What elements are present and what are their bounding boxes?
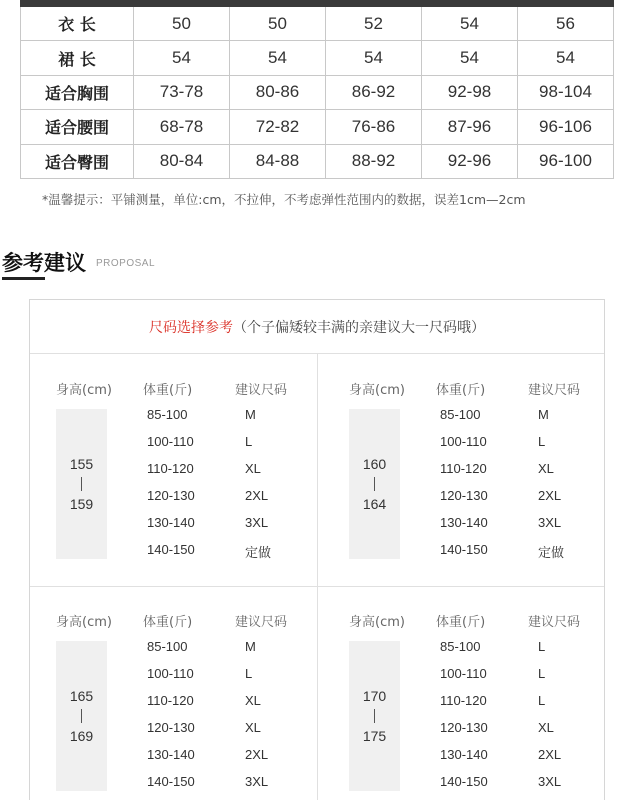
- height-to: 175: [362, 728, 387, 744]
- weight-value: 110-120: [147, 693, 194, 708]
- list-item: [323, 515, 611, 542]
- size-value: L: [538, 434, 546, 449]
- size-value: L: [538, 666, 546, 681]
- weight-value: 120-130: [440, 488, 488, 503]
- weight-value: 120-130: [147, 488, 195, 503]
- size-value: 定做: [538, 545, 565, 560]
- height-from: 170: [362, 688, 387, 704]
- list-item: [323, 666, 611, 693]
- col-height-header: 身高(cm): [56, 615, 112, 630]
- weight-value: 140-150: [147, 774, 195, 789]
- size-value: L: [538, 693, 546, 708]
- size-value: XL: [245, 693, 261, 708]
- size-value: M: [245, 407, 256, 422]
- height-to: 169: [69, 728, 94, 744]
- height-group: [323, 587, 611, 800]
- col-weight-header: 体重(斤): [436, 615, 486, 630]
- weight-value: 100-110: [440, 666, 487, 681]
- col-weight-header: 体重(斤): [143, 383, 193, 398]
- table-cell: 96-106: [518, 110, 614, 144]
- table-cell: 96-100: [518, 144, 614, 178]
- table-cell: 80-86: [230, 75, 326, 109]
- table-cell: 92-98: [422, 75, 518, 109]
- table-cell: 56: [518, 7, 614, 41]
- section-underline: [2, 277, 45, 280]
- row-label: 衣 长: [21, 7, 134, 41]
- weight-value: 100-110: [147, 666, 194, 681]
- list-item: [30, 666, 318, 693]
- table-cell: 98-104: [518, 75, 614, 109]
- height-from: 155: [69, 456, 94, 472]
- table-cell: 80-84: [134, 144, 230, 178]
- proposal-header-highlight: 尺码选择参考: [149, 319, 233, 336]
- height-from: 160: [362, 456, 387, 472]
- col-weight-header: 体重(斤): [143, 615, 193, 630]
- height-group: [30, 355, 318, 587]
- weight-value: 130-140: [147, 515, 195, 530]
- list-item: [30, 488, 318, 515]
- table-cell: 54: [422, 7, 518, 41]
- list-item: [30, 434, 318, 461]
- size-value: 2XL: [245, 747, 269, 762]
- size-value: L: [245, 666, 253, 681]
- proposal-header-text: （个子偏矮较丰满的亲建议大一尺码哦）: [233, 319, 485, 336]
- table-cell: 88-92: [326, 144, 422, 178]
- size-value: M: [245, 639, 256, 654]
- table-row: [21, 144, 614, 178]
- size-value: M: [538, 407, 549, 422]
- col-height-header: 身高(cm): [56, 383, 112, 398]
- weight-value: 85-100: [147, 639, 188, 654]
- table-cell: 72-82: [230, 110, 326, 144]
- list-item: [30, 461, 318, 488]
- table-cell: 54: [134, 41, 230, 75]
- size-value: L: [245, 434, 253, 449]
- table-cell: 84-88: [230, 144, 326, 178]
- weight-value: 140-150: [440, 774, 488, 789]
- list-item: [30, 774, 318, 800]
- table-cell: 54: [326, 41, 422, 75]
- weight-value: 130-140: [440, 515, 488, 530]
- table-row: [21, 110, 614, 144]
- col-height-header: 身高(cm): [349, 383, 405, 398]
- list-item: [323, 488, 611, 515]
- weight-value: 100-110: [440, 434, 487, 449]
- row-label: 适合胸围: [21, 75, 134, 109]
- size-value: 3XL: [245, 515, 269, 530]
- table-cell: 92-96: [422, 144, 518, 178]
- table-cell: 68-78: [134, 110, 230, 144]
- weight-value: 100-110: [147, 434, 194, 449]
- list-item: [323, 639, 611, 666]
- table-cell: 54: [422, 41, 518, 75]
- weight-value: 130-140: [440, 747, 488, 762]
- table-cell: 50: [134, 7, 230, 41]
- table-cell: 73-78: [134, 75, 230, 109]
- section-title: 参考建议: [2, 251, 86, 275]
- weight-value: 85-100: [440, 639, 481, 654]
- table-row: [21, 41, 614, 75]
- weight-value: 110-120: [440, 461, 487, 476]
- weight-value: 130-140: [147, 747, 195, 762]
- weight-value: 85-100: [440, 407, 481, 422]
- row-label: 适合臀围: [21, 144, 134, 178]
- size-value: 2XL: [538, 747, 562, 762]
- list-item: [323, 434, 611, 461]
- weight-value: 120-130: [440, 720, 488, 735]
- col-size-header: 建议尺码: [235, 383, 288, 398]
- list-item: [30, 515, 318, 542]
- table-cell: 54: [230, 41, 326, 75]
- height-from: 165: [69, 688, 94, 704]
- height-group: [323, 355, 611, 587]
- size-value: 3XL: [538, 774, 562, 789]
- table-row: [21, 75, 614, 109]
- table-cell: 52: [326, 7, 422, 41]
- measurement-note: *温馨提示：平铺测量，单位:cm，不拉伸，不考虑弹性范围内的数据，误差1cm—2cm: [42, 192, 526, 207]
- weight-value: 120-130: [147, 720, 195, 735]
- height-to: 159: [69, 496, 94, 512]
- height-to: 164: [362, 496, 387, 512]
- size-table: [20, 0, 614, 179]
- list-item: [323, 542, 611, 569]
- table-cell: 76-86: [326, 110, 422, 144]
- weight-value: 140-150: [147, 542, 195, 557]
- height-group: [30, 587, 318, 800]
- size-value: L: [538, 639, 546, 654]
- col-height-header: 身高(cm): [349, 615, 405, 630]
- weight-value: 140-150: [440, 542, 488, 557]
- col-size-header: 建议尺码: [235, 615, 288, 630]
- col-size-header: 建议尺码: [528, 383, 581, 398]
- size-value: 3XL: [538, 515, 562, 530]
- size-value: 2XL: [538, 488, 562, 503]
- col-size-header: 建议尺码: [528, 615, 581, 630]
- table-cell: 54: [518, 41, 614, 75]
- size-value: XL: [245, 720, 261, 735]
- weight-value: 110-120: [440, 693, 487, 708]
- list-item: [323, 747, 611, 774]
- table-cell: 86-92: [326, 75, 422, 109]
- list-item: [323, 693, 611, 720]
- size-value: XL: [538, 461, 554, 476]
- list-item: [30, 639, 318, 666]
- list-item: [323, 774, 611, 800]
- list-item: [323, 720, 611, 747]
- list-item: [323, 407, 611, 434]
- table-row: [21, 7, 614, 41]
- table-cell: 87-96: [422, 110, 518, 144]
- section-subtitle: PROPOSAL: [96, 258, 156, 269]
- list-item: [323, 461, 611, 488]
- list-item: [30, 720, 318, 747]
- list-item: [30, 407, 318, 434]
- size-value: 3XL: [245, 774, 269, 789]
- size-proposal-box: [29, 299, 605, 800]
- weight-value: 110-120: [147, 461, 194, 476]
- size-value: 2XL: [245, 488, 269, 503]
- proposal-header: [30, 300, 604, 354]
- size-value: XL: [538, 720, 554, 735]
- size-value: 定做: [245, 545, 272, 560]
- col-weight-header: 体重(斤): [436, 383, 486, 398]
- list-item: [30, 693, 318, 720]
- row-label: 裙 长: [21, 41, 134, 75]
- weight-value: 85-100: [147, 407, 188, 422]
- table-cell: 50: [230, 7, 326, 41]
- size-value: XL: [245, 461, 261, 476]
- list-item: [30, 747, 318, 774]
- row-label: 适合腰围: [21, 110, 134, 144]
- list-item: [30, 542, 318, 569]
